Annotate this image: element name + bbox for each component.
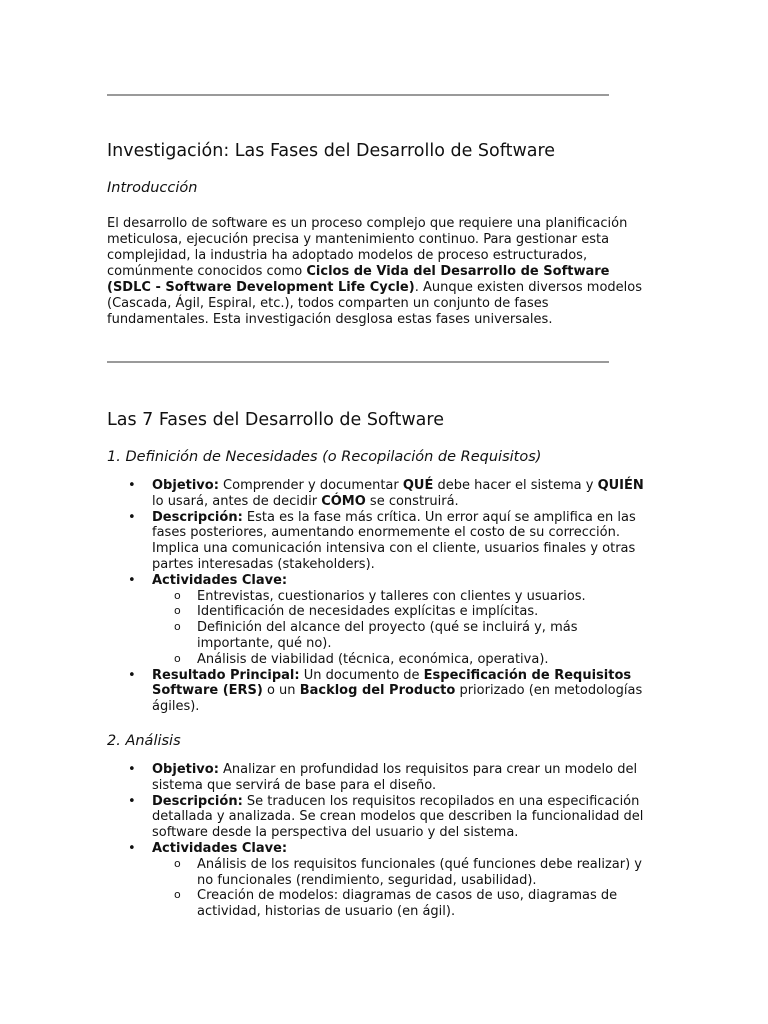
phase-2-descripcion: • Descripción: Se traducen los requisitos recopilados en una especificación detallada y analizada. Se crean modelos que describen la funcionalidad del software desde la perspectiva del usuario y del sistema. (107, 794, 652, 841)
phase-1-activities-sublist (152, 589, 652, 668)
phase-2-objetivo: • Objetivo: Analizar en profundidad los requisitos para crear un modelo del sistema que servirá de base para el diseño. (107, 762, 652, 794)
phase-2-list (107, 762, 652, 920)
list-item: o Análisis de viabilidad (técnica, económica, operativa). (152, 652, 652, 668)
intro-heading: Introducción (107, 180, 198, 196)
horizontal-rule-middle (107, 361, 609, 363)
phase-2-activities-sublist (152, 857, 652, 920)
phase-1-objetivo: • Objetivo: Comprender y documentar QUÉ debe hacer el sistema y QUIÉN lo usará, antes de decidir CÓMO se construirá. (107, 478, 652, 510)
list-item: o Entrevistas, cuestionarios y talleres con clientes y usuarios. (152, 589, 652, 605)
horizontal-rule-top (107, 94, 609, 96)
intro-paragraph: El desarrollo de software es un proceso complejo que requiere una planificación meticulosa, ejecución precisa y mantenimiento continuo. Para gestionar esta complejidad, la industria ha adoptado modelos de proceso estructurados, comúnmente conocidos como Ciclos de Vida del Desarrollo de Software (SDLC - Software Development Life Cycle). Aunque existen diversos modelos (Cascada, Ágil, Espiral, etc.), todos comparten un conjunto de fases fundamentales. Esta investigación desglosa estas fases universales. (107, 216, 643, 327)
phase-1-list (107, 478, 652, 715)
sdlc-term: Ciclos de Vida del Desarrollo de Software (SDLC - Software Development Life Cycle) (107, 264, 610, 295)
phase-2-actividades: • Actividades Clave: o Análisis de los requisitos funcionales (qué funciones debe realizar) y no funcionales (rendimiento, seguridad, usabilidad). o Creación de modelos: diagramas de casos de uso, diagramas de actividad, historias de usuario (en ágil). (107, 841, 652, 920)
document-title: Investigación: Las Fases del Desarrollo de Software (107, 141, 556, 161)
list-item: o Análisis de los requisitos funcionales (qué funciones debe realizar) y no funcionales (rendimiento, seguridad, usabilidad). (152, 857, 652, 889)
phase-1-heading: 1. Definición de Necesidades (o Recopilación de Requisitos) (107, 449, 542, 465)
list-item: o Definición del alcance del proyecto (qué se incluirá y, más importante, qué no). (152, 620, 652, 652)
list-item: o Identificación de necesidades explícitas e implícitas. (152, 604, 652, 620)
phases-title: Las 7 Fases del Desarrollo de Software (107, 410, 444, 430)
phase-1-actividades: • Actividades Clave: o Entrevistas, cuestionarios y talleres con clientes y usuarios. o Identificación de necesidades explícitas e implícitas. o Definición del alcance del proyecto (qué se incluirá y, más importante, qué no). o Análisis de viabilidad (técnica, económica, operativa). (107, 573, 652, 668)
phase-2-heading: 2. Análisis (107, 733, 181, 749)
phase-1-resultado: • Resultado Principal: Un documento de Especificación de Requisitos Software (ERS) o un Backlog del Producto priorizado (en metodologías ágiles). (107, 668, 652, 715)
list-item: o Creación de modelos: diagramas de casos de uso, diagramas de actividad, historias de usuario (en ágil). (152, 888, 652, 920)
phase-1-descripcion: • Descripción: Esta es la fase más crítica. Un error aquí se amplifica en las fases posteriores, aumentando enormemente el costo de su corrección. Implica una comunicación intensiva con el cliente, usuarios finales y otras partes interesadas (stakeholders). (107, 510, 652, 573)
